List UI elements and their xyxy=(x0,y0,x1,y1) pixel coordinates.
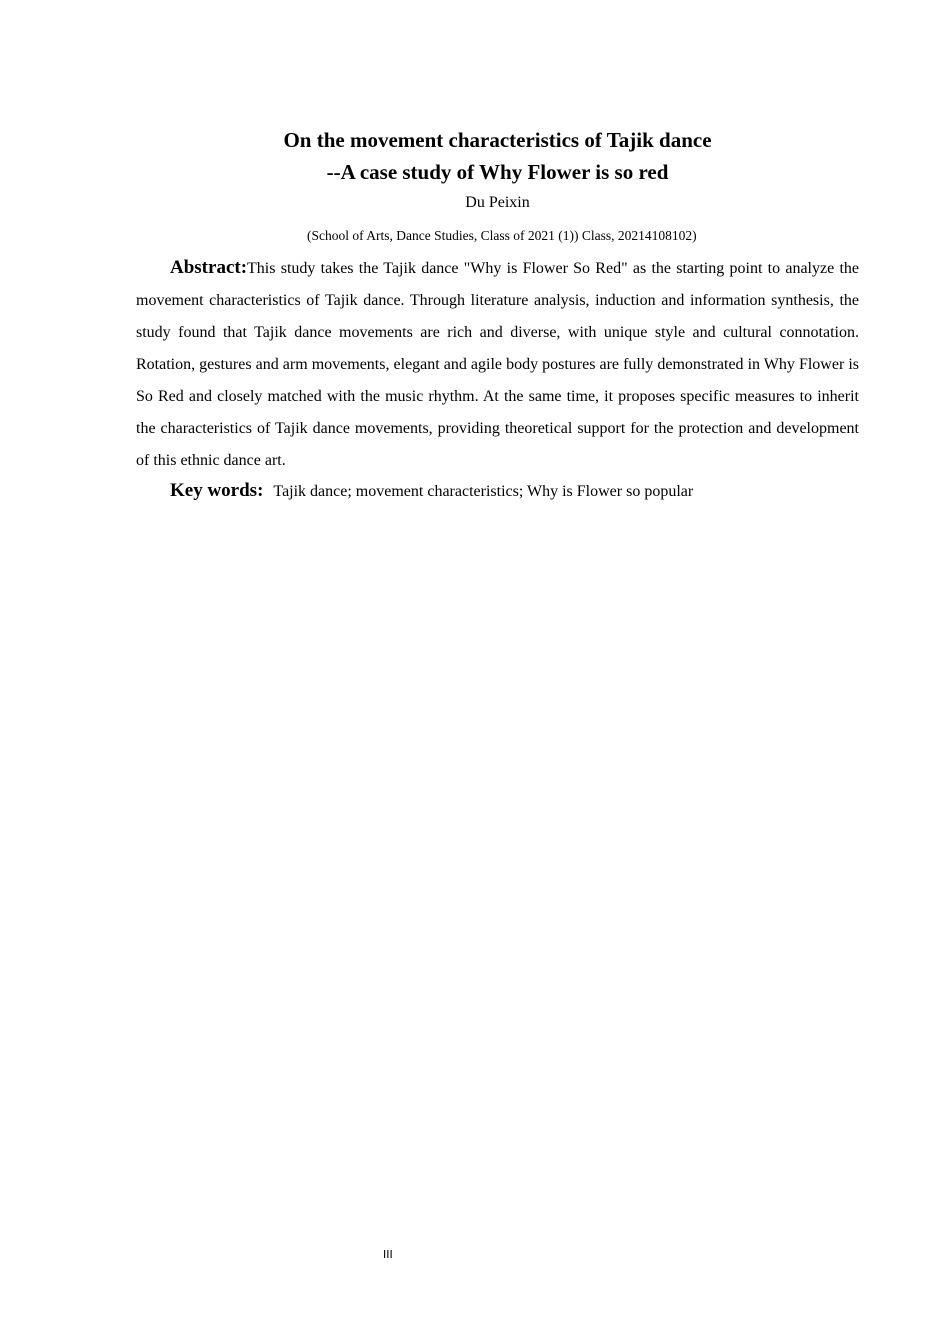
author-name: Du Peixin xyxy=(465,194,530,211)
keywords-text: Tajik dance; movement characteristics; Why is Flower so popular xyxy=(273,483,694,500)
keywords-line xyxy=(170,478,693,505)
abstract-label: Abstract: xyxy=(170,257,248,278)
abstract-text: This study takes the Tajik dance "Why is Flower So Red" as the starting point to analyze the movement characteristics of Tajik dance. Through literature analysis, induction and information synthesis, the study found that Tajik dance movements are rich and diverse, with unique style and cultural connotation. Rotation, gestures and arm movements, elegant and agile body postures are fully demonstrated in Why Flower is So Red and closely matched with the music rhythm. At the same time, it proposes specific measures to inherit the characteristics of Tajik dance movements, providing theoretical support for the protection and development of this ethnic dance art. xyxy=(136,260,859,469)
keywords-label: Key words: xyxy=(170,480,264,501)
author-affiliation: (School of Arts, Dance Studies, Class of 2021 (1)) Class, 20214108102) xyxy=(307,228,697,243)
page-number: III xyxy=(383,1248,393,1261)
paper-subtitle: --A case study of Why Flower is so red xyxy=(326,160,669,184)
paper-title: On the movement characteristics of Tajik dance xyxy=(283,128,712,152)
abstract-paragraph xyxy=(136,252,859,477)
